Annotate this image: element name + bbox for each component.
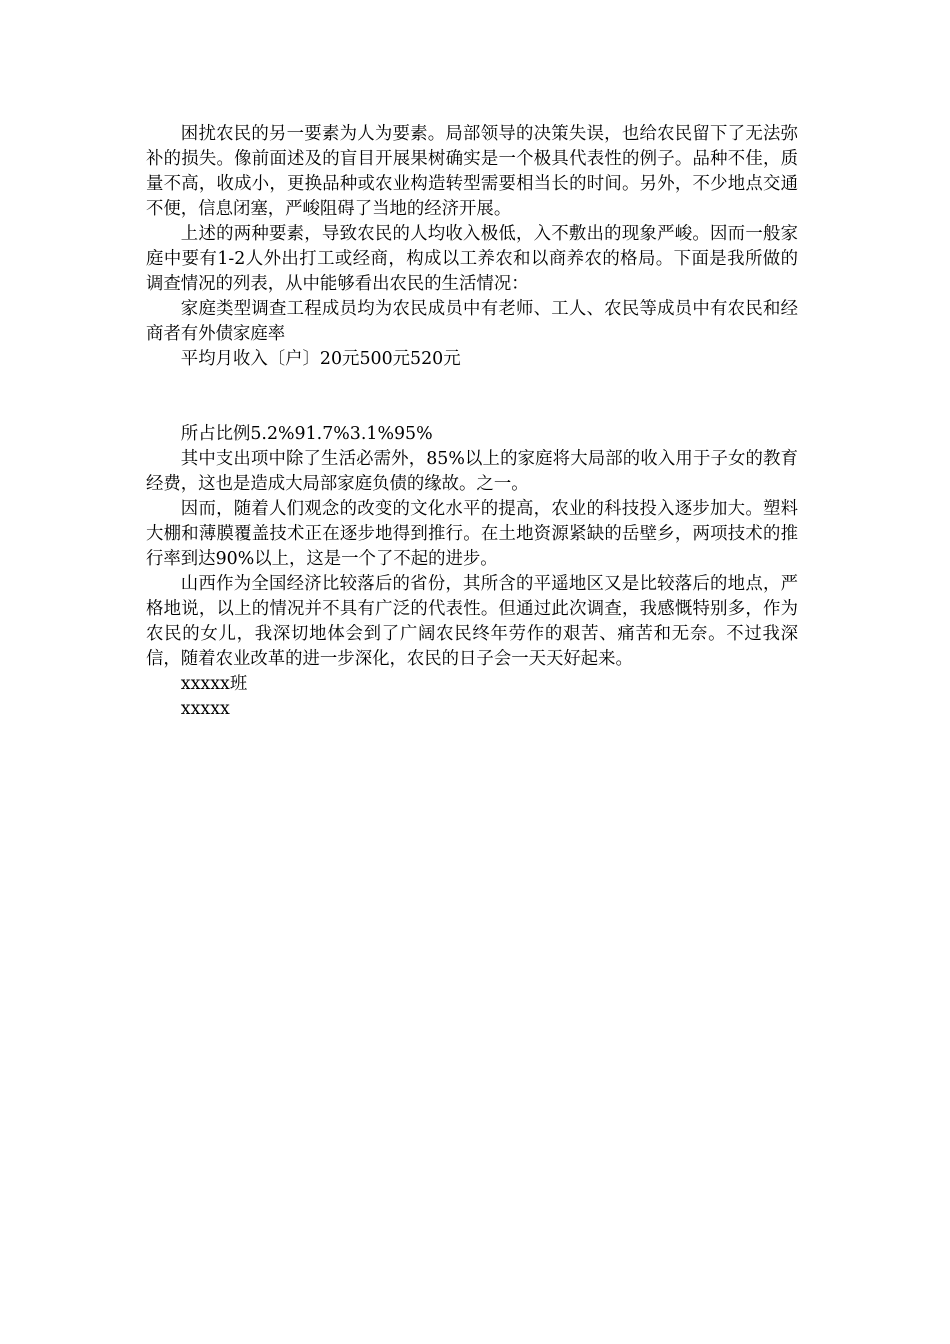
document-body bbox=[146, 122, 798, 722]
signature-name: xxxxx bbox=[180, 699, 230, 719]
survey-table-header-row: 家庭类型调查工程成员均为农民成员中有老师、工人、农民等成员中有农民和经商者有外债家庭率 bbox=[146, 299, 798, 344]
signature-class: xxxxx班 bbox=[180, 674, 248, 694]
survey-table-income-row: 平均月收入〔户〕20元500元520元 bbox=[180, 349, 461, 369]
paragraph-expenditure: 其中支出项中除了生活必需外，85%以上的家庭将大局部的收入用于子女的教育经费，这也是造成大局部家庭负债的缘故。之一。 bbox=[146, 449, 798, 494]
blank-space bbox=[146, 372, 798, 422]
paragraph-income-situation: 上述的两种要素，导致农民的人均收入极低，入不敷出的现象严峻。因而一般家庭中要有1-2人外出打工或经商，构成以工养农和以商养农的格局。下面是我所做的调查情况的列表，从中能够看出农民的生活情况： bbox=[146, 224, 798, 294]
paragraph-technology: 因而，随着人们观念的改变的文化水平的提高，农业的科技投入逐步加大。塑料大棚和薄膜覆盖技术正在逐步地得到推行。在土地资源紧缺的岳壁乡，两项技术的推行率到达90%以上，这是一个了不起的进步。 bbox=[146, 499, 798, 569]
survey-table-ratio-row: 所占比例5.2%91.7%3.1%95% bbox=[180, 424, 433, 444]
paragraph-human-factors: 困扰农民的另一要素为人为要素。局部领导的决策失误，也给农民留下了无法弥补的损失。像前面述及的盲目开展果树确实是一个极具代表性的例子。品种不佳，质量不高，收成小，更换品种或农业构造转型需要相当长的时间。另外，不少地点交通不便，信息闭塞，严峻阻碍了当地的经济开展。 bbox=[146, 124, 798, 219]
paragraph-conclusion: 山西作为全国经济比较落后的省份，其所含的平遥地区又是比较落后的地点，严格地说，以上的情况并不具有广泛的代表性。但通过此次调查，我感慨特别多，作为农民的女儿，我深切地体会到了广阔农民终年劳作的艰苦、痛苦和无奈。不过我深信，随着农业改革的进一步深化，农民的日子会一天天好起来。 bbox=[146, 574, 798, 669]
